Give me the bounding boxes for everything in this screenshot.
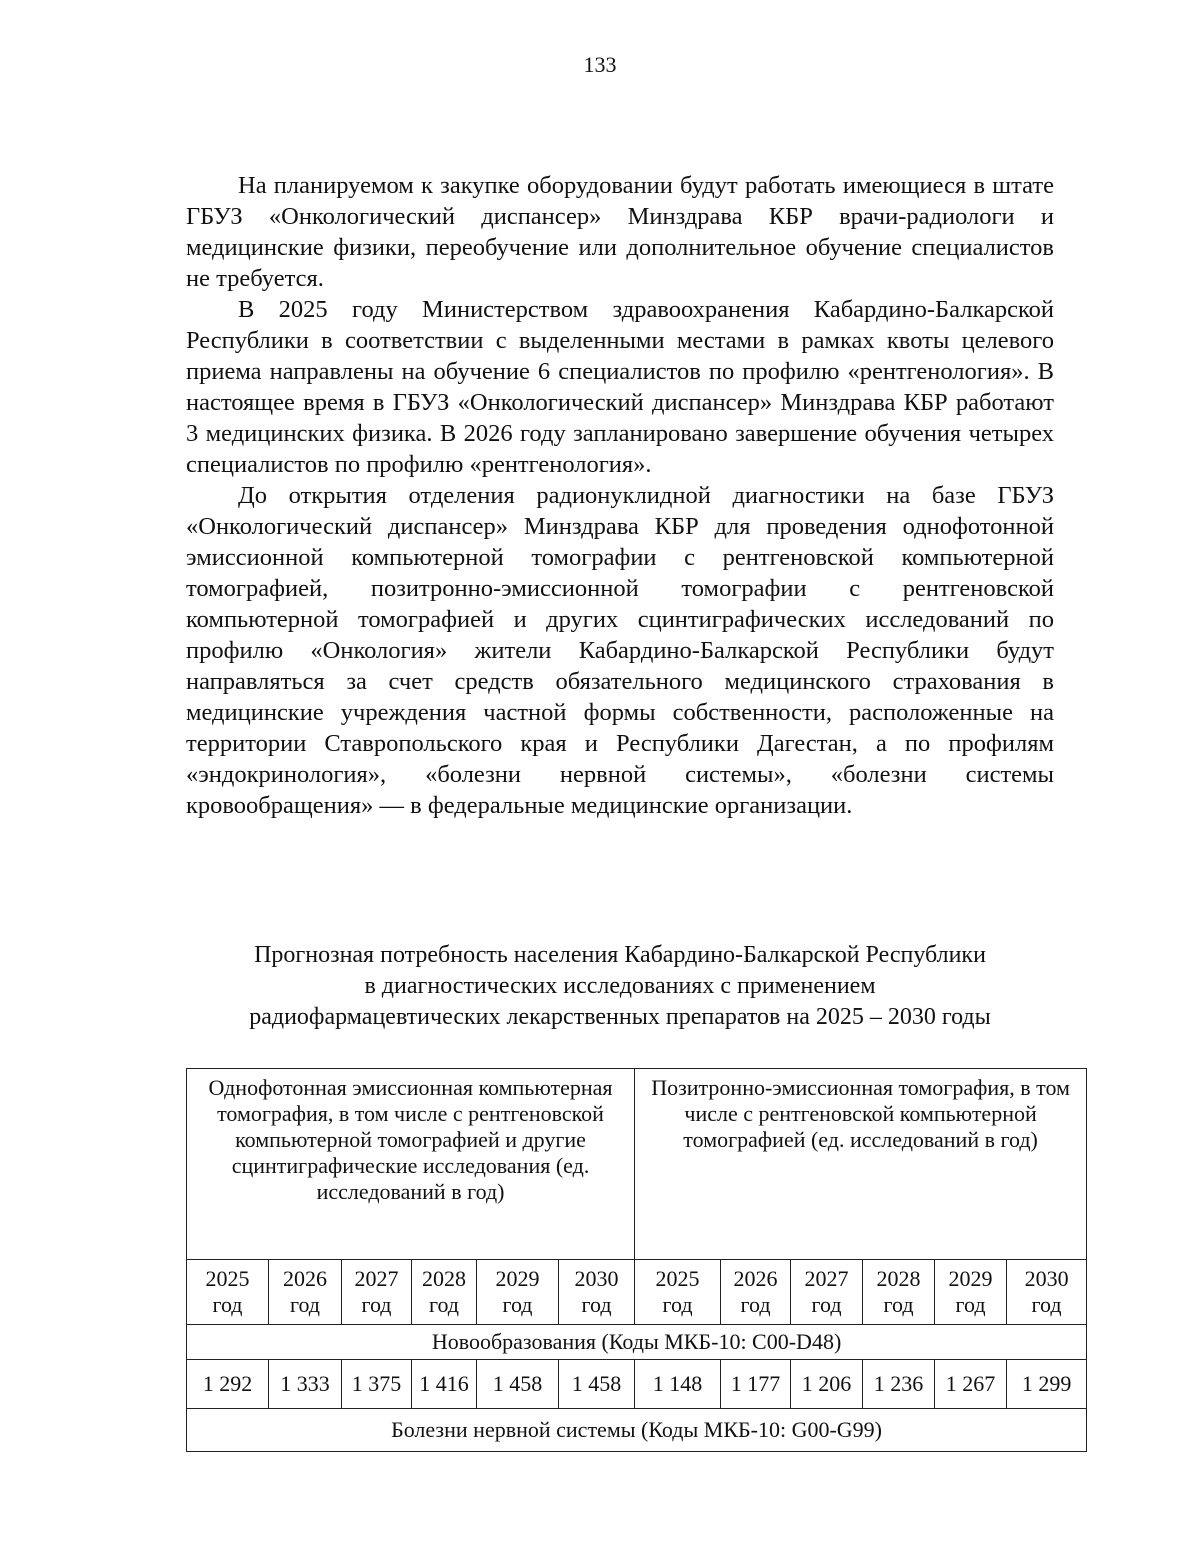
table-cell: 1 148: [635, 1360, 721, 1409]
year-header: 2026 год: [269, 1260, 342, 1325]
year-header: 2028 год: [863, 1260, 935, 1325]
table-cell: 1 458: [477, 1360, 559, 1409]
table-title: [150, 940, 1090, 1033]
year-header: 2027 год: [791, 1260, 863, 1325]
table-cell: 1 375: [342, 1360, 412, 1409]
year-header: 2025 год: [187, 1260, 269, 1325]
group-header-row: [187, 1069, 1087, 1260]
body-text: [186, 170, 1054, 821]
table-cell: 1 236: [863, 1360, 935, 1409]
year-header: 2028 год: [412, 1260, 477, 1325]
year-header-row: [187, 1260, 1087, 1325]
table-cell: 1 458: [559, 1360, 635, 1409]
year-header: 2030 год: [1007, 1260, 1087, 1325]
paragraph-training: В 2025 году Министерством здравоохранения Кабардино-Балкарской Республики в соответствии с выделенными местами в рамках квоты целевого приема направлены на обучение 6 специалистов по профилю «рентгенология». В настоящее время в ГБУЗ «Онкологический диспансер» Минздрава КБР работают 3 медицинских физика. В 2026 году запланировано завершение обучения четырех специалистов по профилю «рентгенология».: [186, 296, 1054, 478]
section-title-neoplasms: Новообразования (Коды МКБ-10: C00-D48): [187, 1325, 1087, 1360]
table-cell: 1 177: [721, 1360, 791, 1409]
section-row: [187, 1409, 1087, 1452]
year-header: 2027 год: [342, 1260, 412, 1325]
table-title-line: Прогнозная потребность населения Кабардино-Балкарской Республики: [254, 942, 986, 968]
table-cell: 1 292: [187, 1360, 269, 1409]
year-header: 2026 год: [721, 1260, 791, 1325]
spect-header: Однофотонная эмиссионная компьютерная томография, в том числе с рентгеновской компьютерной томографией и другие сцинтиграфические исследования (ед. исследований в год): [187, 1069, 635, 1260]
year-header: 2025 год: [635, 1260, 721, 1325]
table-cell: 1 206: [791, 1360, 863, 1409]
table-cell: 1 267: [935, 1360, 1007, 1409]
table-title-line: радиофармацевтических лекарственных препаратов на 2025 – 2030 годы: [249, 1004, 991, 1030]
pet-header: Позитронно-эмиссионная томография, в том числе с рентгеновской компьютерной томографией (ед. исследований в год): [635, 1069, 1087, 1260]
section-title-nervous-system: Болезни нервной системы (Коды МКБ-10: G00-G99): [187, 1409, 1087, 1452]
table-cell: 1 333: [269, 1360, 342, 1409]
table-cell: 1 416: [412, 1360, 477, 1409]
section-row: [187, 1325, 1087, 1360]
paragraph-referral: До открытия отделения радионуклидной диагностики на базе ГБУЗ «Онкологический диспансер» Минздрава КБР для проведения однофотонной эмиссионной компьютерной томографии с рентгеновской компьютерной томографией, позитронно-эмиссионной томографии с рентгеновской компьютерной томографией и других сцинтиграфических исследований по профилю «Онкология» жители Кабардино-Балкарской Республики будут направляться за счет средств обязательного медицинского страхования в медицинские учреждения частной формы собственности, расположенные на территории Ставропольского края и Республики Дагестан, а по профилям «эндокринология», «болезни нервной системы», «болезни системы кровообращения» — в федеральные медицинские организации.: [186, 482, 1054, 819]
year-header: 2029 год: [935, 1260, 1007, 1325]
year-header: 2030 год: [559, 1260, 635, 1325]
table-title-line: в диагностических исследованиях с применением: [364, 973, 876, 999]
table-row: [187, 1360, 1087, 1409]
paragraph-staffing: На планируемом к закупке оборудовании будут работать имеющиеся в штате ГБУЗ «Онкологический диспансер» Минздрава КБР врачи-радиологи и медицинские физики, переобучение или дополнительное обучение специалистов не требуется.: [186, 172, 1054, 292]
page-number: 133: [583, 52, 617, 77]
year-header: 2029 год: [477, 1260, 559, 1325]
table-cell: 1 299: [1007, 1360, 1087, 1409]
forecast-table: [186, 1068, 1087, 1452]
